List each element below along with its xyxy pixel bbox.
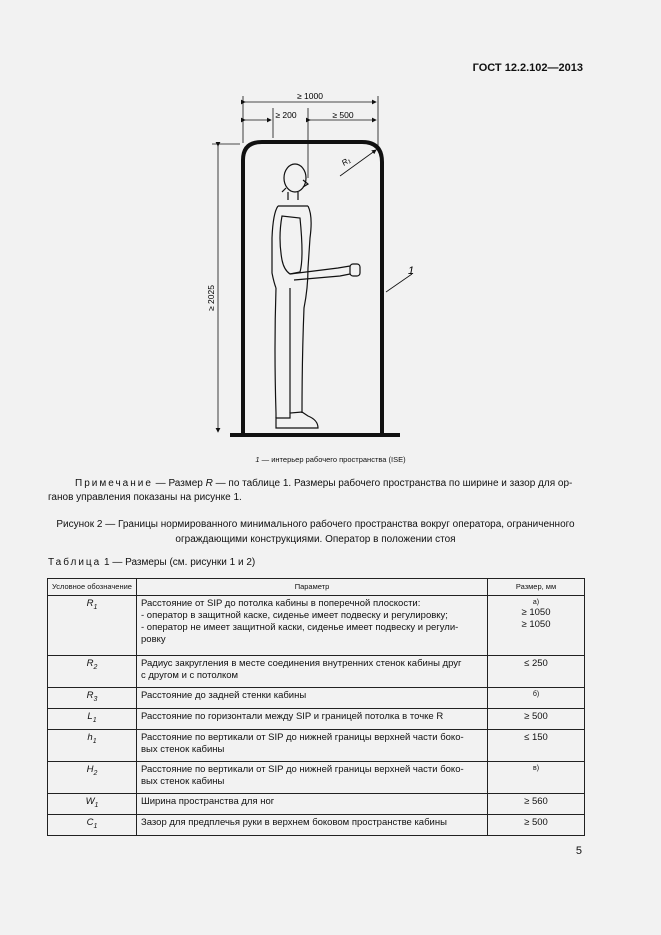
- dim-right-label: ≥ 500: [332, 110, 354, 120]
- page-number: 5: [575, 845, 582, 857]
- header-value: Размер, мм: [488, 579, 585, 596]
- symbol-subscript: 1: [92, 716, 97, 724]
- symbol-letter: L: [87, 710, 93, 722]
- symbol-letter: R: [86, 690, 94, 701]
- cell-value: [488, 814, 585, 835]
- parameter-line: Зазор для предплечья руки в верхнем боковом пространстве кабины: [141, 816, 447, 828]
- symbol-subscript: 2: [93, 769, 98, 777]
- cell-parameter: [137, 708, 488, 729]
- symbol-letter: C: [86, 816, 94, 828]
- cell-symbol: [48, 708, 137, 729]
- caption-text: — интерьер рабочего пространства (ISE): [259, 455, 406, 464]
- symbol-letter: R: [86, 598, 94, 609]
- cell-symbol: [48, 729, 137, 761]
- cell-parameter: [137, 688, 488, 709]
- cell-value: [488, 708, 585, 729]
- parameter-line: - оператор в защитной каске, сиденье имеет подвеску и регулировку;: [141, 610, 448, 621]
- parameter-line: Расстояние по вертикали от SIP до нижней границы верхней части боко-: [141, 731, 464, 743]
- parameter-line: с другом и с потолком: [141, 670, 239, 681]
- parameter-line: Расстояние по вертикали от SIP до нижней границы верхней части боко-: [141, 763, 464, 775]
- symbol-letter: H: [86, 763, 94, 775]
- note-label: Примечание: [75, 478, 153, 489]
- cell-value: [488, 596, 585, 656]
- note-line-2: ганов управления показаны на рисунке 1.: [48, 492, 242, 503]
- table-row: [48, 729, 585, 761]
- cell-value: [488, 656, 585, 688]
- symbol-subscript: 2: [93, 663, 98, 671]
- table-row: [48, 688, 585, 709]
- table-row: [48, 708, 585, 729]
- cell-parameter: [137, 814, 488, 835]
- symbol-subscript: 1: [93, 822, 98, 830]
- cell-symbol: [48, 656, 137, 688]
- document-code: ГОСТ 12.2.102—2013: [472, 62, 583, 74]
- header-symbol: Условное обозначение: [48, 579, 137, 596]
- parameter-line: - оператор не имеет защитной каски, сиденье имеет подвеску и регули-: [141, 622, 459, 633]
- dim-total-width-label: ≥ 1000: [297, 91, 323, 101]
- cell-value: [488, 793, 585, 814]
- symbol-letter: W: [85, 795, 95, 807]
- figure-title-line-2: ограждающими конструкциями. Оператор в положении стоя: [175, 534, 456, 545]
- parameter-line: Расстояние от SIP до потолка кабины в поперечной плоскости:: [141, 598, 421, 609]
- cell-symbol: [48, 688, 137, 709]
- symbol-subscript: 3: [93, 695, 98, 703]
- cell-parameter: [137, 656, 488, 688]
- table-header-row: [48, 579, 585, 596]
- note-text-part2: — по таблице 1. Размеры рабочего пространства по ширине и зазор для ор-: [212, 478, 573, 489]
- cell-parameter: [137, 729, 488, 761]
- table-row: [48, 596, 585, 656]
- value-line: ≥ 1050: [521, 607, 551, 618]
- cell-parameter: [137, 596, 488, 656]
- table-body: [48, 596, 585, 836]
- value-line: ≥ 500: [524, 710, 548, 722]
- cell-symbol: [48, 761, 137, 793]
- value-footnote-ref: б): [532, 691, 540, 698]
- header-parameter: Параметр: [137, 579, 488, 596]
- callout-number: 1: [408, 265, 415, 277]
- symbol-letter: h: [87, 731, 93, 743]
- note-r-symbol: R: [205, 478, 213, 489]
- table-title-label: Таблица: [48, 557, 102, 568]
- symbol-subscript: 1: [92, 737, 97, 745]
- parameter-line: Расстояние до задней стенки кабины: [141, 690, 307, 701]
- value-line: ≥ 500: [524, 816, 548, 828]
- note-text-part1: — Размер: [152, 478, 206, 489]
- value-line: ≥ 1050: [521, 619, 551, 630]
- cell-symbol: [48, 814, 137, 835]
- cell-value: [488, 688, 585, 709]
- cabin-outline: [243, 142, 382, 434]
- symbol-subscript: 1: [94, 801, 99, 809]
- parameter-line: ровку: [141, 634, 166, 645]
- radius-label: R₁: [339, 155, 352, 168]
- table-row: [48, 761, 585, 793]
- note-paragraph: [48, 477, 583, 505]
- cell-parameter: [137, 793, 488, 814]
- figure-caption: [0, 455, 661, 464]
- dimensions-table: [47, 578, 585, 836]
- dim-left-label: ≥ 200: [275, 110, 297, 120]
- diagram-svg: [190, 88, 420, 448]
- value-line: ≤ 150: [524, 731, 548, 743]
- table-row: [48, 814, 585, 835]
- parameter-line: Радиус закругления в месте соединения внутренних стенок кабины друг: [141, 658, 462, 669]
- cell-value: [488, 729, 585, 761]
- note-line-1: [48, 477, 583, 491]
- table-title: [48, 557, 255, 568]
- table-row: [48, 656, 585, 688]
- cell-value: [488, 761, 585, 793]
- parameter-line: Ширина пространства для ног: [141, 795, 275, 807]
- caption-number: 1: [255, 455, 260, 464]
- value-footnote-ref: в): [532, 764, 540, 772]
- dim-height-label: ≥ 2025: [206, 285, 216, 311]
- operator-figure: [272, 164, 360, 428]
- figure-title: [48, 517, 583, 547]
- symbol-letter: R: [86, 658, 94, 669]
- value-line: ≤ 250: [524, 658, 548, 669]
- value-line: ≥ 560: [524, 795, 548, 807]
- figure-workspace-diagram: [190, 88, 420, 453]
- table-title-rest: 1 — Размеры (см. рисунки 1 и 2): [101, 557, 256, 568]
- parameter-line: Расстояние по горизонтали между SIP и границей потолка в точке R: [141, 710, 444, 722]
- cell-parameter: [137, 761, 488, 793]
- parameter-line: вых стенок кабины: [141, 743, 225, 755]
- table-row: [48, 793, 585, 814]
- cell-symbol: [48, 793, 137, 814]
- value-footnote-ref: а): [532, 599, 540, 606]
- cell-symbol: [48, 596, 137, 656]
- parameter-line: вых стенок кабины: [141, 775, 225, 787]
- figure-title-line-1: Рисунок 2 — Границы нормированного минимального рабочего пространства вокруг оператора, ограниченного: [56, 519, 575, 530]
- symbol-subscript: 1: [93, 603, 98, 611]
